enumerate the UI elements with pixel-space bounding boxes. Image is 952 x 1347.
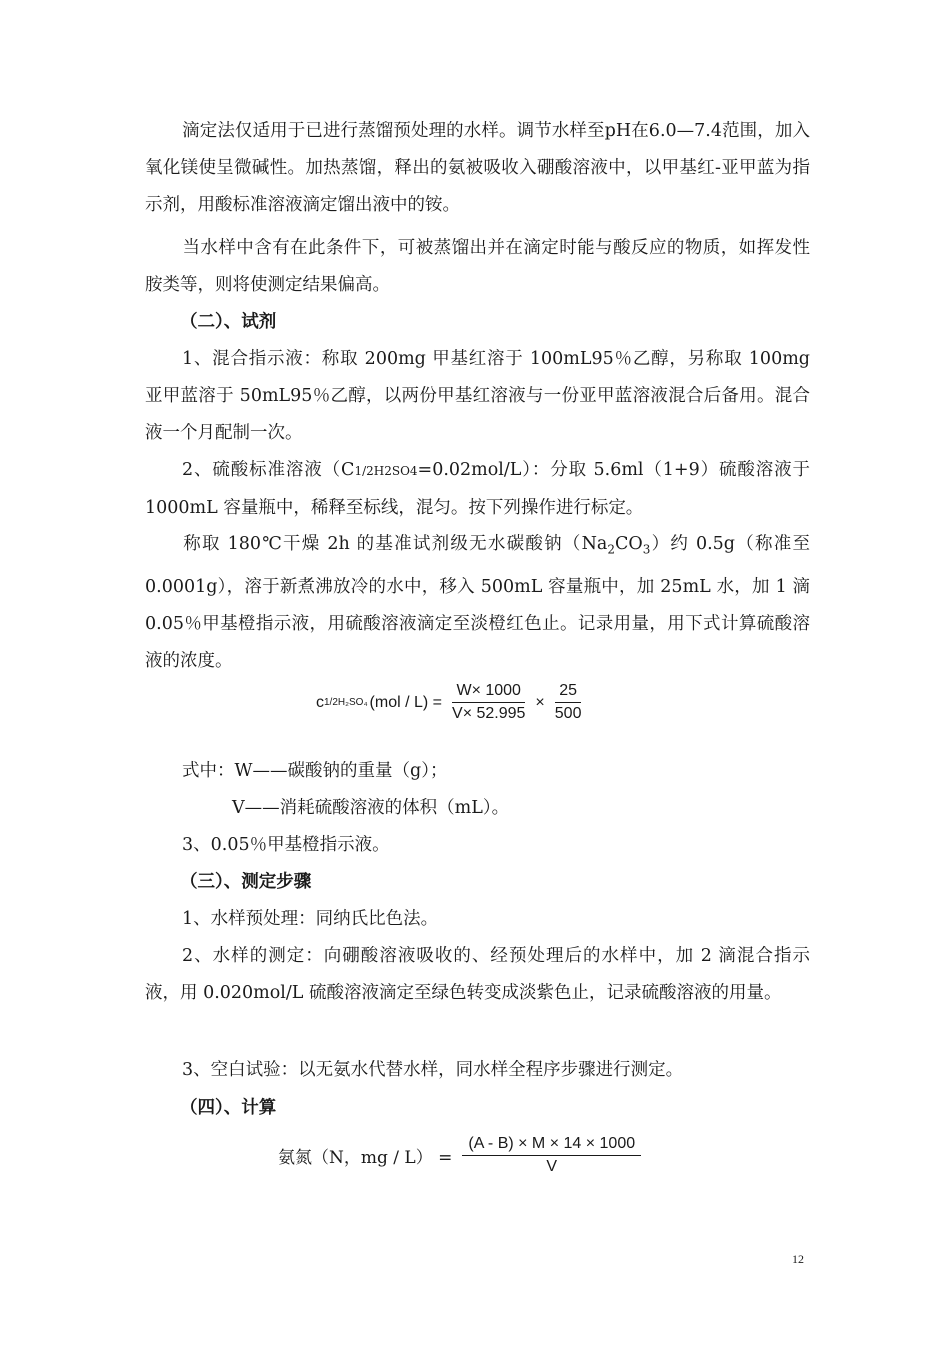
formula2-denominator: V	[546, 1158, 558, 1175]
heading-steps: （三）、测定步骤	[180, 872, 312, 892]
formula-ammonia-nitrogen	[278, 1135, 647, 1176]
paragraph-methyl-orange: 3、0.05％甲基橙指示液。	[182, 835, 390, 855]
formula2-fraction	[462, 1135, 641, 1176]
formula-numerator: W× 1000	[452, 682, 524, 703]
formula-fraction-main	[448, 682, 529, 723]
paragraph-pretreatment: 1、水样预处理：同纳氏比色法。	[182, 909, 439, 929]
formula-ratio-denominator: 500	[554, 705, 582, 722]
heading-reagents: （二）、试剂	[180, 312, 277, 332]
heading-calculation: （四）、计算	[180, 1098, 277, 1118]
formula-lhs-unit: (mol / L) =	[369, 693, 443, 711]
definition-v: V——消耗硫酸溶液的体积（mL）。	[232, 798, 510, 818]
formula-sulfuric-concentration	[316, 682, 591, 723]
formula-lhs-symbol: c	[316, 693, 324, 711]
formula2-lhs: 氨氮（N，mg / L） =	[278, 1148, 453, 1168]
paragraph-sulfuric-standard: 2、硫酸标准溶液（C1/2H2SO4=0.02mol/L）：分取 5.6ml（1+9）硫酸溶液于 1000mL 容量瓶中，稀释至标线，混匀。按下列操作进行标定。	[145, 460, 810, 518]
formula-ratio-numerator: 25	[555, 682, 581, 703]
formula-lhs-subscript: 1/2H₂SO₄	[324, 697, 368, 708]
paragraph-measurement: 2、水样的测定：向硼酸溶液吸收的、经预处理后的水样中，加 2 滴混合指示液，用 0.020mol/L 硫酸溶液滴定至绿色转变成淡紫色止，记录硫酸溶液的用量。	[145, 946, 810, 1003]
paragraph-standardization: 称取 180℃干燥 2h 的基准试剂级无水碳酸钠$(Na_2CO_3)$约 0.5g（称准至 0.0001g），溶于新煮沸放冷的水中，移入 500mL 容量瓶中，加 25mL 水，加 1 滴 0.05％甲基橙指示液，用硫酸溶液滴定至淡橙红色止。记录用量，用下式计算硫酸溶液的浓度。	[145, 534, 810, 671]
formula-denominator: V× 52.995	[452, 705, 526, 722]
definition-w: 式中：W——碳酸钠的重量（g）；	[182, 761, 448, 781]
formula-times: ×	[535, 693, 545, 711]
page-number: 12	[792, 1252, 804, 1266]
paragraph-method-principle: 滴定法仅适用于已进行蒸馏预处理的水样。调节水样至pH在6.0—7.4范围，加入氧化镁使呈微碱性。加热蒸馏，释出的氨被吸收入硼酸溶液中，以甲基红-亚甲蓝为指示剂，用酸标准溶液滴定馏出液中的铵。	[145, 121, 810, 215]
formula-fraction-ratio	[551, 682, 586, 723]
paragraph-interference: 当水样中含有在此条件下，可被蒸馏出并在滴定时能与酸反应的物质，如挥发性胺类等，则将使测定结果偏高。	[145, 238, 810, 295]
formula2-numerator: (A - B) × M × 14 × 1000	[462, 1135, 641, 1156]
paragraph-mixed-indicator: 1、混合指示液：称取 200mg 甲基红溶于 100mL95％乙醇，另称取 100mg 亚甲蓝溶于 50mL95％乙醇，以两份甲基红溶液与一份亚甲蓝溶液混合后备用。混合液一个月配制一次。	[145, 349, 810, 443]
paragraph-blank-test: 3、空白试验：以无氨水代替水样，同水样全程序步骤进行测定。	[182, 1060, 684, 1080]
